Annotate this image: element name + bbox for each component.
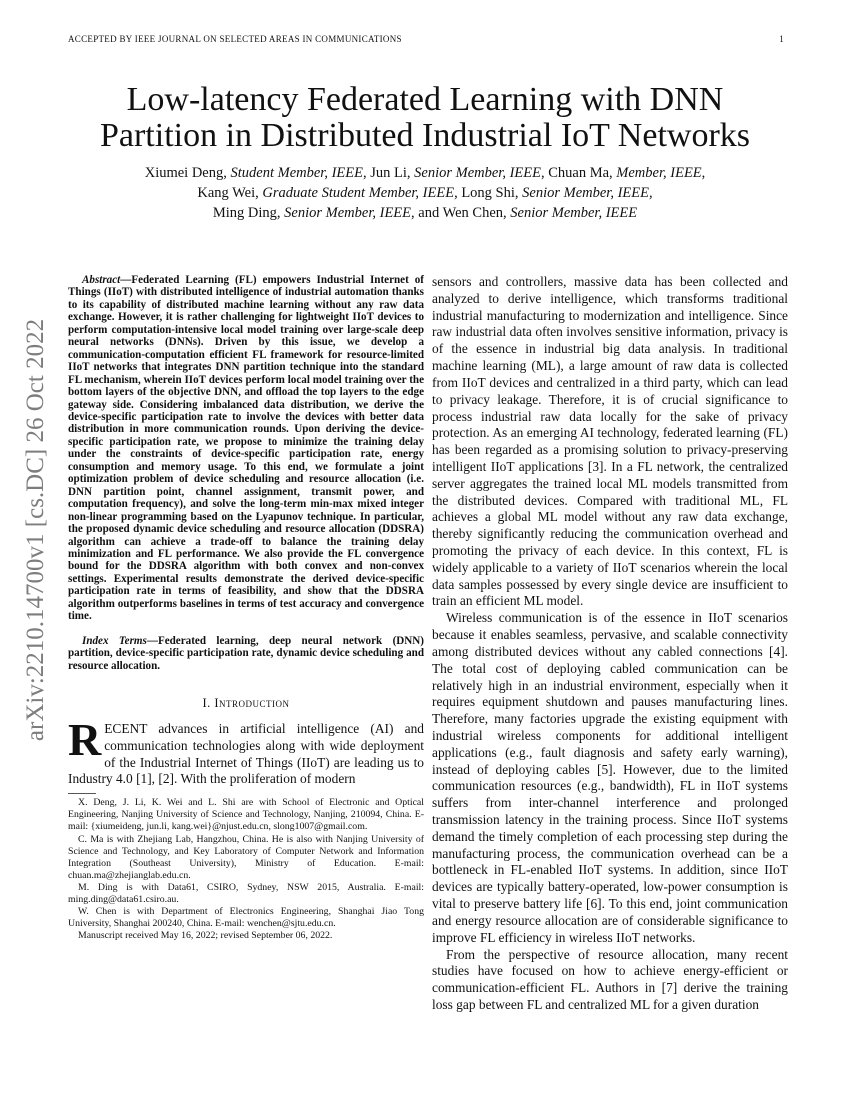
journal-name: ACCEPTED BY IEEE JOURNAL ON SELECTED AREAS IN COMMUNICATIONS <box>68 34 402 44</box>
author-role: Senior Member, IEEE <box>522 185 649 201</box>
abstract-label: Abstract <box>82 274 121 286</box>
author-name: , Jun Li, <box>362 165 415 181</box>
paper-title <box>0 82 850 154</box>
running-header <box>68 34 784 48</box>
section-number: I. <box>202 696 215 711</box>
footnote: M. Ding is with Data61, CSIRO, Sydney, NSW 2015, Australia. E-mail: ming.ding@data61.csiro.au. <box>68 881 424 905</box>
right-column <box>432 274 788 1014</box>
drop-cap: R <box>68 714 102 766</box>
body-paragraph: Wireless communication is of the essence in IIoT scenarios because it enables seamless, pervasive, and scalable connectivity among distributed devices without any cabled connections [4]. The total cost of deploying cabled communication can be relatively high in an industrial environment, especially when it requires equipment shutdown and pauses manufacturing lines. Therefore, many factories upgrade the existing equipment with industrial wireless components for additional intelligent applications (e.g., fault diagnosis and safety early warning), instead of deploying cables [5]. However, due to the limited communication resources (e.g., bandwidth), FL in IIoT systems suffers from inter-channel interference and prolonged transmission latency in the training process. Since IIoT systems demand the timely completion of each processing step during the manufacturing process, the communication overhead can be a bottleneck in FL-enabled IIoT systems. In addition, since IIoT devices are typically battery-operated, low-power consumption is vital to preserve battery life [6]. To this end, joint communication and energy resource allocation are of considerable significance to improve FL efficiency in wireless IIoT networks. <box>432 610 788 945</box>
footnote-rule <box>68 793 96 794</box>
abstract-text: —Federated Learning (FL) empowers Industrial Internet of Things (IIoT) with distributed intelligence of industrial automation thanks to its capability of distributed machine learning without any raw data exchange. However, it is rather challenging for lightweight IIoT devices to perform computation-intensive local model training over large-scale deep neural networks (DNNs). Driven by this issue, we develop a communication-computation efficient FL framework for resource-limited IIoT networks that integrates DNN partition technique into the standard FL mechanism, wherein IIoT devices perform local model training over the bottom layers of the objective DNN, and offload the top layers to the edge gateway side. Considering imbalanced data distribution, we derive the device-specific participation rate to involve the devices with better data distribution in more communication rounds. Upon deriving the device-specific participation rate, we propose to minimize the training delay under the constraints of device-specific participation rate, energy consumption and memory usage. To this end, we formulate a joint optimization problem of device scheduling and resource allocation (i.e. DNN partition point, channel assignment, transmit power, and computation frequency), and solve the long-term min-max mixed integer non-linear programming based on the Lyapunov technique. In particular, the proposed dynamic device scheduling and resource allocation (DDSRA) algorithm can achieve a trade-off to balance the training delay minimization and FL performance. We also provide the FL convergence bound for the DDSRA algorithm with both convex and non-convex settings. Experimental results demonstrate the derived device-specific participation rate in terms of feasibility, and show that the DDSRA algorithm outperforms baselines in terms of test accuracy and convergence time. <box>68 274 424 623</box>
title-line-2: Partition in Distributed Industrial IoT Networks <box>99 117 751 154</box>
section-title: Introduction <box>214 696 290 711</box>
footnote: C. Ma is with Zhejiang Lab, Hangzhou, China. He is also with Nanjing University of Science and Technology, and Key Laboratory of Computer Network and Information Integration (Southeast University), Ministry of Education. E-mail: chuan.ma@zhejianglab.edu.cn. <box>68 833 424 881</box>
footnote: W. Chen is with Department of Electronics Engineering, Shanghai Jiao Tong University, Shanghai 200240, China. E-mail: wenchen@sjtu.edu.cn. <box>68 906 424 930</box>
index-terms-text: —Federated learning, deep neural network (DNN) partition, device-specific participation rate, dynamic device scheduling and resource allocation. <box>68 634 424 672</box>
author-line-3 <box>0 203 850 223</box>
intro-paragraph <box>68 714 424 788</box>
author-role: Senior Member, IEEE <box>414 165 541 181</box>
body-paragraph: From the perspective of resource allocation, many recent studies have focused on how to achieve energy-efficient or communication-efficient FL. Authors in [7] derive the training loss gap between FL and centralized ML for a given duration <box>432 946 788 1012</box>
author-name: , and Wen Chen, <box>411 205 511 221</box>
author-separator: , <box>701 165 706 181</box>
arxiv-identifier: arXiv:2210.14700v1 [cs.DC] 26 Oct 2022 <box>22 318 49 742</box>
title-line-1: Low-latency Federated Learning with DNN <box>126 81 724 118</box>
author-role: Graduate Student Member, IEEE <box>262 185 455 201</box>
arxiv-stamp <box>12 280 60 780</box>
author-role: Senior Member, IEEE <box>284 205 412 221</box>
page-number: 1 <box>779 34 784 44</box>
author-name: Xiumei Deng, <box>144 165 231 181</box>
author-separator: , <box>649 185 653 201</box>
index-terms <box>68 635 424 672</box>
author-name: , Chuan Ma, <box>540 165 617 181</box>
author-name: Kang Wei, <box>197 185 263 201</box>
author-role: Member, IEEE <box>616 165 702 181</box>
author-list <box>0 163 850 223</box>
author-name: Ming Ding, <box>212 205 285 221</box>
manuscript-note: Manuscript received May 16, 2022; revised September 06, 2022. <box>78 930 333 942</box>
footnote: X. Deng, J. Li, K. Wei and L. Shi are with School of Electronic and Optical Engineering, Nanjing University of Science and Technology, Nanjing, 210094, China. E-mail: {xiumeideng, jun.li, kang.wei}@njust.edu.cn, slong1007@gmail.com. <box>68 797 424 833</box>
author-role: Student Member, IEEE <box>230 165 363 181</box>
author-line-2 <box>0 183 850 203</box>
author-name: , Long Shi, <box>454 185 523 201</box>
body-paragraph: sensors and controllers, massive data has been collected and analyzed to derive intelligence, which transforms traditional industrial manufacturing to modernization and intelligence. Since raw industrial data often involves sensitive information, privacy is of the essence in industrial big data analysis. In traditional machine learning (ML), a large amount of raw data is collected from IIoT devices and centralized in a third party, which can lead to privacy leakage. Therefore, it is of crucial significance to process industrial raw data locally for the sake of privacy protection. As an emerging AI technology, federated learning (FL) has been regarded as a promising solution to privacy-preserving intelligent IIoT applications [3]. In a FL network, the centralized server aggregates the trained local ML models transmitted from the distributed devices. Compared with traditional ML, FL achieves a global ML model without any raw data exchange, thereby significantly reducing the communication overhead and promoting the privacy of each device. In this context, FL is widely applicable to a variety of IIoT scenarios wherein the local data samples possessed by every single device are insufficient to train an efficient ML model. <box>432 274 788 609</box>
index-terms-label: Index Terms <box>82 634 147 647</box>
author-role: Senior Member, IEEE <box>510 205 638 221</box>
abstract <box>68 274 424 623</box>
left-column <box>68 274 424 942</box>
section-heading <box>68 696 424 711</box>
author-line-1 <box>0 163 850 183</box>
intro-text: ECENT advances in artificial intelligence (AI) and communication technologies along with wide deployment of the Industrial Internet of Things (IIoT) are leading us to Industry 4.0 [1], [2]. With the proliferation of modern <box>68 721 424 787</box>
